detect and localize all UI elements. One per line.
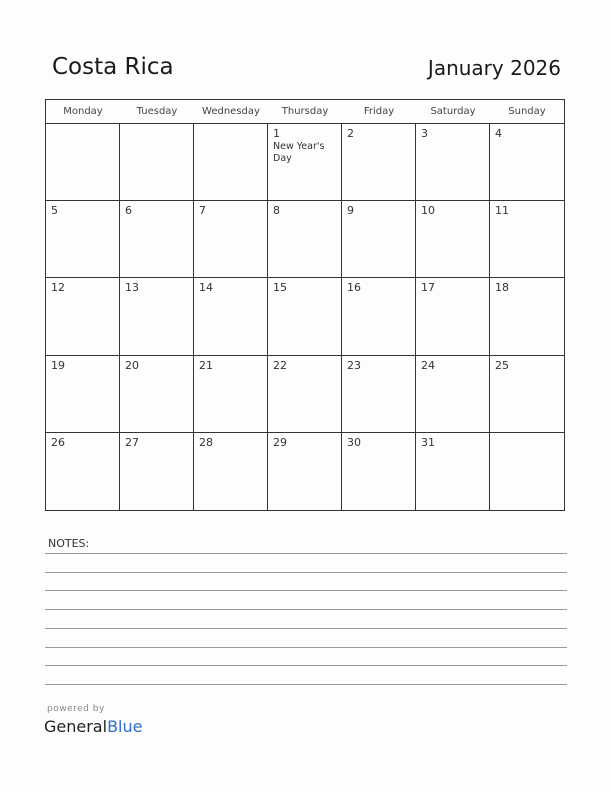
weekday-label: Saturday — [430, 106, 476, 117]
day-number: 21 — [199, 358, 213, 372]
day-cell — [416, 433, 490, 510]
day-number: 17 — [421, 281, 435, 295]
brand-part-general: General — [44, 717, 108, 736]
powered-by-text: powered by — [47, 704, 105, 714]
day-number: 26 — [51, 435, 65, 449]
notes-line — [45, 647, 567, 648]
day-number: 15 — [273, 281, 287, 295]
notes-line — [45, 590, 567, 591]
weekday-label: Wednesday — [202, 106, 260, 117]
notes-label: NOTES: — [48, 537, 90, 550]
day-cell — [342, 124, 416, 201]
calendar-grid — [45, 99, 565, 511]
day-cell — [46, 356, 120, 433]
weekday-label: Thursday — [281, 106, 329, 117]
day-number: 12 — [51, 281, 65, 295]
day-cell — [416, 201, 490, 278]
brand-logo — [44, 717, 142, 736]
notes-line — [45, 665, 567, 666]
day-cell — [46, 278, 120, 355]
day-cell — [268, 356, 342, 433]
day-number: 6 — [125, 204, 132, 218]
weekday-label: Tuesday — [136, 106, 178, 117]
brand-part-blue: Blue — [107, 717, 143, 736]
day-number: 14 — [199, 281, 213, 295]
weekday-header-row — [46, 100, 564, 124]
day-cell — [490, 201, 564, 278]
day-number: 30 — [347, 435, 361, 449]
day-cell — [120, 356, 194, 433]
day-cell — [46, 201, 120, 278]
day-cell — [416, 278, 490, 355]
month-title: January 2026 — [427, 56, 561, 80]
day-number: 8 — [273, 204, 280, 218]
day-cell — [46, 124, 120, 201]
day-cell — [120, 278, 194, 355]
day-cell — [268, 278, 342, 355]
day-cell — [120, 201, 194, 278]
day-number: 16 — [347, 281, 361, 295]
day-number: 4 — [495, 127, 502, 140]
day-number: 25 — [495, 358, 509, 372]
day-cell — [342, 433, 416, 510]
day-cell — [120, 124, 194, 201]
day-cell — [268, 433, 342, 510]
day-number: 1 — [273, 127, 280, 140]
day-number: 31 — [421, 435, 435, 449]
day-cell — [194, 201, 268, 278]
day-number: 2 — [347, 127, 354, 140]
day-cell — [490, 278, 564, 355]
notes-line — [45, 609, 567, 610]
notes-line — [45, 553, 567, 554]
day-number: 13 — [125, 281, 139, 295]
day-number: 9 — [347, 204, 354, 218]
country-title: Costa Rica — [52, 54, 174, 80]
day-number: 7 — [199, 204, 206, 218]
day-cell — [416, 356, 490, 433]
day-number: 18 — [495, 281, 509, 295]
day-number: 29 — [273, 435, 287, 449]
day-cell — [342, 201, 416, 278]
day-cell — [342, 356, 416, 433]
day-cell — [120, 433, 194, 510]
day-number: 20 — [125, 358, 139, 372]
holiday-label: New Year's Day — [273, 141, 325, 164]
day-cell — [490, 356, 564, 433]
notes-line — [45, 684, 567, 685]
weekday-label: Sunday — [508, 106, 546, 117]
weekday-label: Friday — [363, 106, 395, 117]
day-number: 10 — [421, 204, 435, 218]
day-cell — [416, 124, 490, 201]
day-number: 19 — [51, 358, 65, 372]
day-number: 24 — [421, 358, 435, 372]
notes-line — [45, 628, 567, 629]
day-number: 28 — [199, 435, 213, 449]
day-cell — [194, 278, 268, 355]
day-cell — [268, 124, 342, 201]
day-number: 3 — [421, 127, 428, 140]
day-cell — [490, 124, 564, 201]
day-cell — [342, 278, 416, 355]
day-cell — [268, 201, 342, 278]
day-number: 22 — [273, 358, 287, 372]
day-cell — [194, 356, 268, 433]
day-cell — [490, 433, 564, 510]
day-cell — [46, 433, 120, 510]
day-number: 27 — [125, 435, 139, 449]
day-number: 11 — [495, 204, 509, 218]
day-number: 5 — [51, 204, 58, 218]
day-cell — [194, 124, 268, 201]
day-grid — [46, 124, 564, 510]
weekday-label: Monday — [63, 106, 103, 117]
day-cell — [194, 433, 268, 510]
notes-line — [45, 572, 567, 573]
day-number: 23 — [347, 358, 361, 372]
